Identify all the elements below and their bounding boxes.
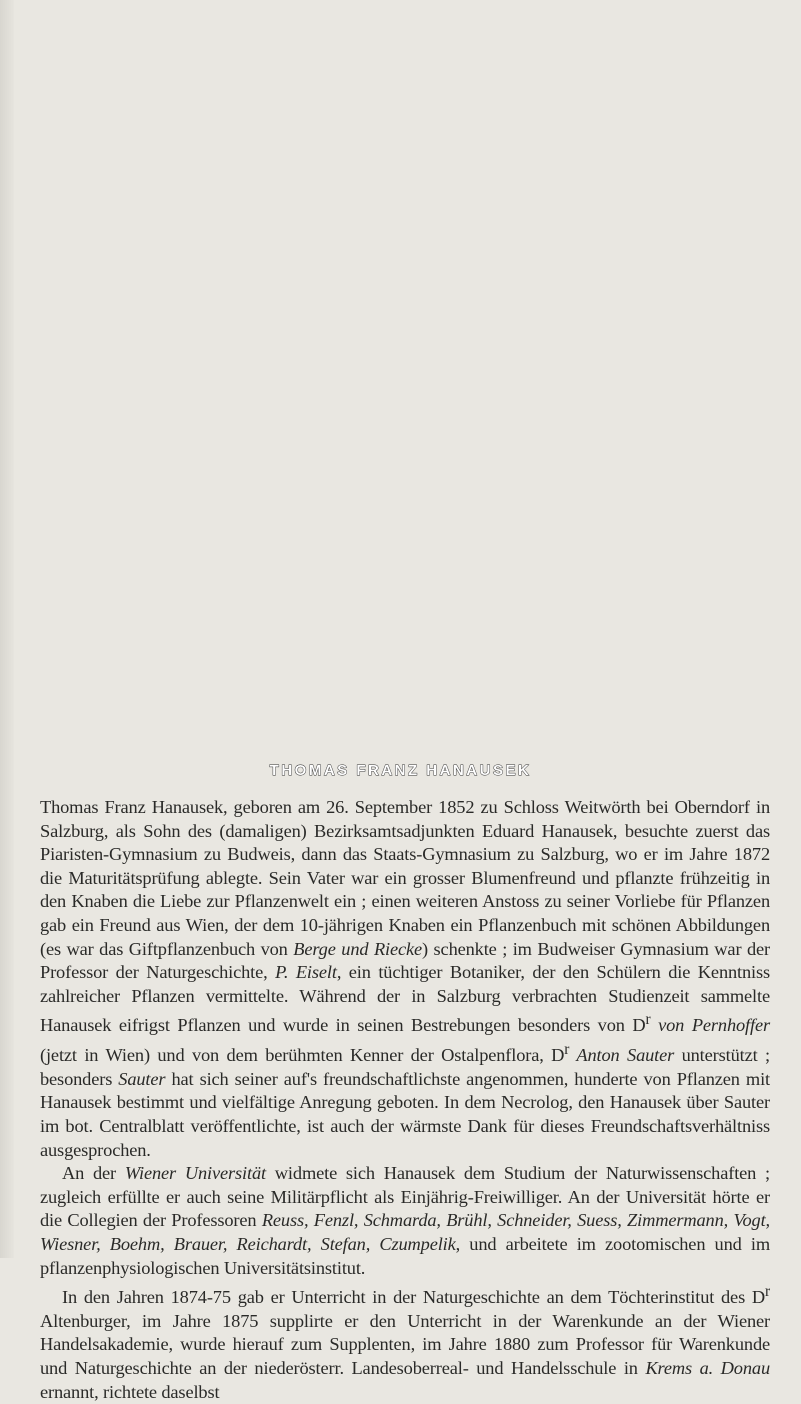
italic-run: Wiener Universität [124,1163,266,1184]
italic-run: P. Eiselt [275,962,337,983]
body-text [40,796,770,1404]
italic-run: Reuss, Fenzl, Schmarda, Brühl, Schneider, Suess, Zimmermann, Vogt, Wiesner, Boehm, Brauer, Reichardt, Stefan, Czumpelik [40,1210,770,1254]
italic-run: Berge und Riecke [293,938,423,959]
paragraph-2 [40,1162,770,1280]
text-run: hat sich seiner auf's freundschaftlichste angenommen, hunderte von Pflanzen mit Hanausek bestimmt und vielfältige Anregung geboten. In dem Necrolog, den Hanausek über Sauter im bot. Centralblatt veröffentlichte, ist auch der wärmste Dank für dieses Freundschaftsverhältniss ausgesprochen. [40,1068,770,1160]
italic-run: von Pernhoffer [650,1015,770,1036]
superscript: r [765,1283,770,1301]
text-run: , ein tüchtiger Botaniker, der den Schülern die Kenntniss zahlreicher Pflanzen vermittelte. Während der in Salzburg verbrachten Studienzeit sammelte Hanausek eifrigst Pflanzen und wurde in seinen Bestrebungen besonders von D [40,962,771,1036]
italic-run: Sauter [118,1068,166,1089]
paragraph-3 [40,1280,770,1404]
paragraph-1 [40,796,770,1162]
text-run: widmete sich Hanausek dem Studium der Naturwissenschaften ; zugleich erfüllte er auch seine Militärpflicht als Einjährig-Freiwilliger. An der Universität hörte er die Collegien der Professoren [40,1163,771,1231]
italic-run: Krems a. Donau [645,1358,770,1379]
page-edge [0,0,14,1258]
text-run: In den Jahren 1874-75 gab er Unterricht in der Naturgeschichte an dem Töchterinstitut des D [62,1287,766,1308]
text-run: , und arbeitete im zootomischen und im pflanzenphysiologischen Universitätsinstitut. [40,1233,770,1278]
text-run: Altenburger, im Jahre 1875 supplirte er den Unterricht in der Warenkunde an der Wiener Handelsakademie, wurde hierauf zum Supplenten, im Jahre 1880 zum Professor für Warenkunde und Naturgeschichte an der niederösterr. Landesoberreal- und Handelsschule in [40,1310,770,1379]
text-run: ernannt, richtete daselbst [40,1381,220,1402]
superscript: r [645,1011,651,1029]
italic-run: Anton Sauter [569,1045,675,1066]
page-title: THOMAS FRANZ HANAUSEK [269,762,532,779]
text-run: (jetzt in Wien) und von dem berühmten Kenner der Ostalpenflora, D [40,1045,565,1066]
text-run: unterstützt ; besonders [40,1045,770,1089]
text-run: An der [62,1163,125,1184]
text-run: Thomas Franz Hanausek, geboren am 26. September 1852 zu Schloss Weitwörth bei Oberndorf in Salzburg, als Sohn des (damaligen) Bezirksamtsadjunkten Eduard Hanausek, besuchte zuerst das Piaristen-Gymnasium zu Budweis, dann das Staats-Gymnasium zu Salzburg, wo er im Jahre 1872 die Maturitätsprüfung ablegte. Sein Vater war ein grosser Blumenfreund und pflanzte frühzeitig in den Knaben die Liebe zur Pflanzenwelt ein ; einen weiteren Anstoss zu seiner Vorliebe für Pflanzen gab ein Freund aus Wien, der dem 10-jährigen Knaben ein Pflanzenbuch mit schönen Abbildungen (es war das Giftpflanzenbuch von [40,797,770,959]
text-run: ) schenkte ; im Budweiser Gymnasium war der Professor der Naturgeschichte, [40,938,770,983]
superscript: r [564,1041,570,1059]
